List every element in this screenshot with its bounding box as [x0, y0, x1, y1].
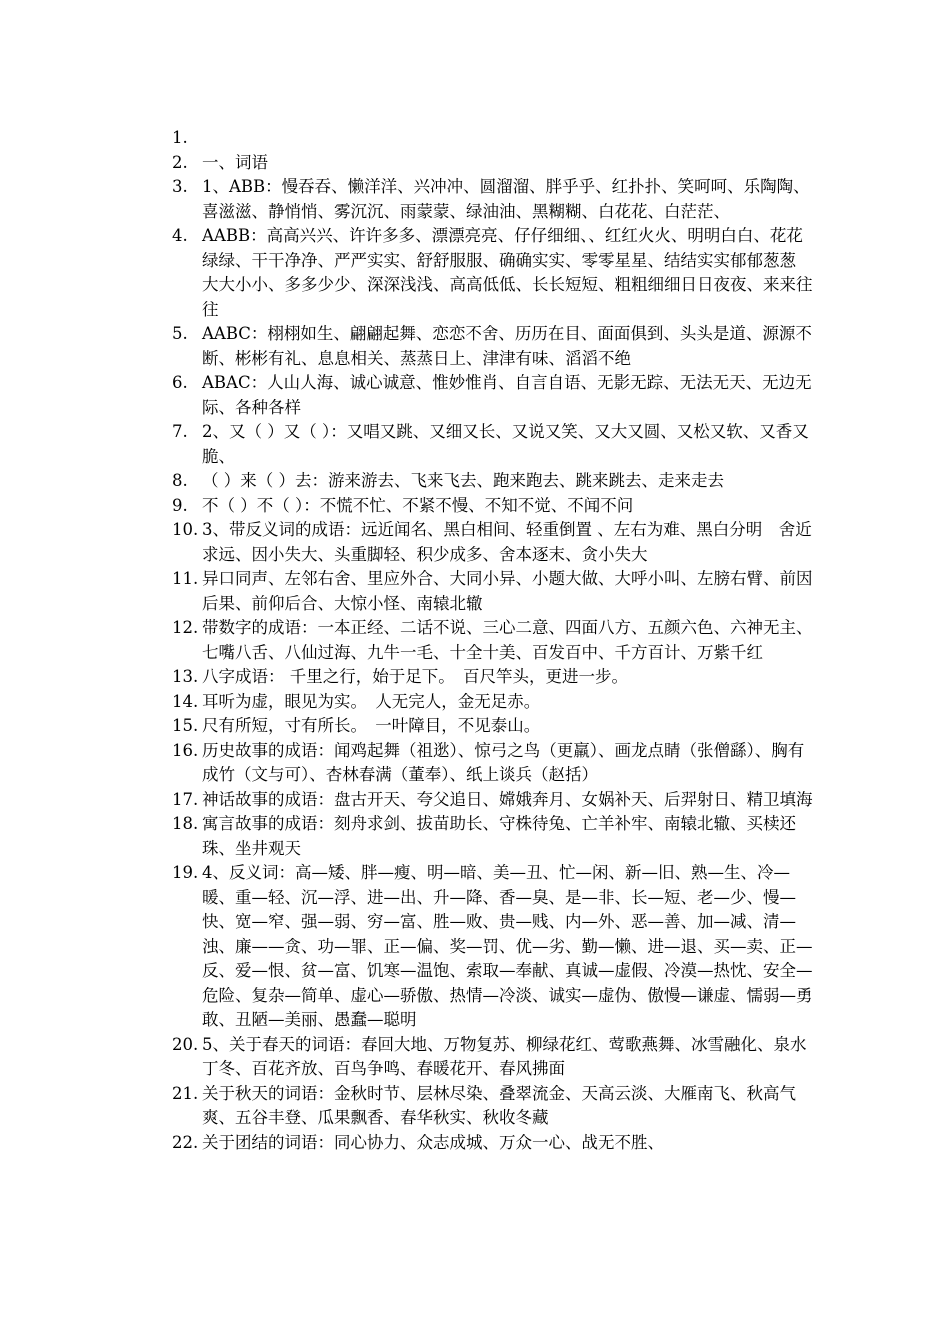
list-item	[172, 224, 817, 322]
list-item	[172, 175, 817, 224]
item-number: 5.	[172, 324, 188, 343]
item-number: 6.	[172, 373, 188, 392]
item-text: 历史故事的成语：闻鸡起舞（祖逖）、惊弓之鸟（更羸）、画龙点睛（张僧繇）、胸有成竹（文与可）、杏林春满（董奉）、纸上谈兵（赵括）	[202, 740, 805, 784]
list-item	[172, 616, 817, 665]
item-text: （ ）来（ ）去：游来游去、飞来飞去、跑来跑去、跳来跳去、走来走去	[202, 471, 724, 490]
item-text: 耳听为虚，眼见为实。 人无完人，金无足赤。	[202, 691, 541, 711]
list-item	[172, 567, 817, 616]
item-number: 10.	[172, 520, 199, 539]
list-item	[172, 1082, 817, 1131]
item-number: 19.	[172, 863, 199, 882]
item-text: 关于团结的词语：同心协力、众志成城、万众一心、战无不胜、	[202, 1132, 664, 1152]
item-text: 神话故事的成语：盘古开天、夸父追日、嫦娥奔月、女娲补天、后羿射日、精卫填海	[202, 789, 813, 809]
item-text: 1、ABB：慢吞吞、懒洋洋、兴冲冲、圆溜溜、胖乎乎、红扑扑、笑呵呵、乐陶陶、喜滋滋、静悄悄、雾沉沉、雨蒙蒙、绿油油、黑糊糊、白花花、白茫茫、	[202, 177, 810, 221]
item-text: 异口同声、左邻右舍、里应外合、大同小异、小题大做、大呼小叫、左膀右臂、前因后果、前仰后合、大惊小怪、南辕北辙	[202, 569, 813, 613]
list-item	[172, 126, 817, 151]
word-list	[172, 126, 817, 1155]
item-number: 3.	[172, 177, 188, 196]
list-item	[172, 690, 817, 715]
item-text: 寓言故事的成语：刻舟求剑、拔苗助长、守株待兔、亡羊补牢、南辕北辙、买椟还珠、坐井观天	[202, 814, 796, 858]
item-number: 12.	[172, 618, 199, 637]
list-item	[172, 494, 817, 519]
item-text: 4、反义词：高—矮、胖—瘦、明—暗、美—丑、忙—闲、新—旧、熟—生、冷—暖、重—轻、沉—浮、进—出、升—降、香—臭、是—非、长—短、老—少、慢—快、宽—窄、强—弱、穷—富、胜—败、贵—贱、内—外、恶—善、加—减、清—浊、廉——贪、功—罪、正—偏、奖—罚、优—劣、勤—懒、进—退、买—卖、正—反、爱—恨、贫—富、饥寒—温饱、索取—奉献、真诚—虚假、冷漠—热忱、安全—危险、复杂—简单、虚心—骄傲、热情—冷淡、诚实—虚伪、傲慢—谦虚、懦弱—勇敢、丑陋—美丽、愚蠢—聪明	[202, 863, 813, 1029]
item-number: 14.	[172, 691, 199, 711]
item-text: 八字成语： 千里之行，始于足下。 百尺竿头，更进一步。	[202, 667, 628, 686]
item-number: 2.	[172, 152, 188, 172]
item-number: 15.	[172, 716, 199, 735]
item-text: AABB：高高兴兴、许许多多、漂漂亮亮、仔仔细细、、红红火火、明明白白、花花绿绿、干干净净、严严实实、舒舒服服、确确实实、零零星星、结结实实郁郁葱葱 大大小小、多多少少、深深浅浅、高高低低、长长短短、粗粗细细日日夜夜、来来往往	[202, 226, 813, 319]
item-number: 16.	[172, 740, 199, 760]
item-number: 1.	[172, 128, 188, 147]
list-item	[172, 322, 817, 371]
item-text: 3、带反义词的成语：远近闻名、黑白相间、轻重倒置 、左右为难、黑白分明 舍近求远、因小失大、头重脚轻、积少成多、舍本逐末、贪小失大	[202, 520, 812, 564]
item-text: 尺有所短，寸有所长。 一叶障目，不见泰山。	[202, 716, 541, 735]
item-number: 9.	[172, 495, 188, 515]
list-item	[172, 151, 817, 176]
item-text: 不（ ）不（ ）：不慌不忙、不紧不慢、不知不觉、不闻不问	[202, 495, 634, 515]
item-text: 一、词语	[202, 152, 268, 172]
item-number: 21.	[172, 1083, 199, 1103]
item-text: 带数字的成语：一本正经、二话不说、三心二意、四面八方、五颜六色、六神无主、七嘴八舌、八仙过海、九牛一毛、十全十美、百发百中、千方百计、万紫千红	[202, 618, 813, 662]
list-item	[172, 371, 817, 420]
item-text: AABC：栩栩如生、翩翩起舞、恋恋不舍、历历在目、面面俱到、头头是道、源源不断、彬彬有礼、息息相关、蒸蒸日上、津津有味、滔滔不绝	[202, 324, 812, 368]
item-number: 22.	[172, 1132, 199, 1152]
item-number: 18.	[172, 814, 199, 833]
list-item	[172, 739, 817, 788]
list-item	[172, 1033, 817, 1082]
list-item	[172, 518, 817, 567]
item-number: 11.	[172, 569, 199, 588]
list-item	[172, 788, 817, 813]
list-item	[172, 714, 817, 739]
item-number: 13.	[172, 667, 199, 686]
item-text: 2、又（ ）又（ ）：又唱又跳、又细又长、又说又笑、又大又圆、又松又软、又香又脆、	[202, 422, 809, 466]
item-number: 7.	[172, 422, 188, 441]
list-item	[172, 1131, 817, 1156]
list-item	[172, 665, 817, 690]
list-item	[172, 861, 817, 1033]
item-number: 20.	[172, 1034, 199, 1054]
item-text: 5、关于春天的词语：春回大地、万物复苏、柳绿花红、莺歌燕舞、冰雪融化、泉水丁冬、百花齐放、百鸟争鸣、春暖花开、春风拂面	[202, 1034, 807, 1078]
list-item	[172, 812, 817, 861]
item-text: ABAC：人山人海、诚心诚意、惟妙惟肖、自言自语、无影无踪、无法无天、无边无际、各种各样	[202, 373, 812, 417]
item-text: 关于秋天的词语：金秋时节、层林尽染、叠翠流金、天高云淡、大雁南飞、秋高气爽、五谷丰登、瓜果飘香、春华秋实、秋收冬藏	[202, 1083, 796, 1127]
item-number: 8.	[172, 471, 188, 490]
item-number: 4.	[172, 226, 188, 245]
list-item	[172, 469, 817, 494]
list-item	[172, 420, 817, 469]
item-number: 17.	[172, 789, 199, 809]
